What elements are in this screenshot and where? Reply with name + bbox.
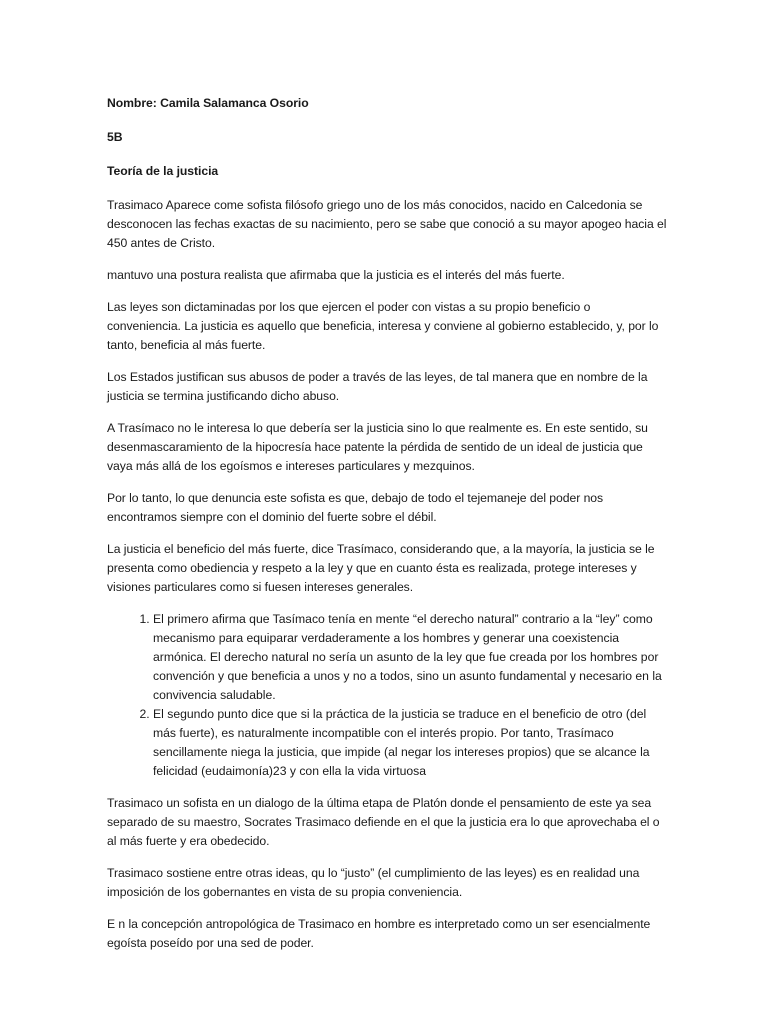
paragraph-4: Los Estados justifican sus abusos de poder a través de las leyes, de tal manera que en nombre de la justicia se termina justificando dicho abuso. <box>107 370 648 403</box>
student-name: Nombre: Camila Salamanca Osorio <box>107 96 309 110</box>
paragraph-1: Trasimaco Aparece come sofista filósofo griego uno de los más conocidos, nacido en Calcedonia se desconocen las fechas exactas de su nacimiento, pero se sabe que conoció a su mayor apogeo hacia el 450 antes de Cristo. <box>107 198 667 250</box>
list-item-2: 2. El segundo punto dice que si la práctica de la justicia se traduce en el beneficio de otro (del más fuerte), es naturalmente incompatible con el interés propio. Por tanto, Trasímaco sencillamente niega la justicia, que impide (al negar los intereses propios) que se alcance la felicidad (eudaimonía)23 y con ella la vida virtuosa <box>153 705 667 781</box>
closing-paragraph-1: Trasimaco un sofista en un dialogo de la última etapa de Platón donde el pensamiento de este ya sea separado de su maestro, Socrates Trasimaco defiende en el que la justicia era lo que aprovechaba el o al más fuerte y era obedecido. <box>107 796 660 848</box>
closing-paragraph-2: Trasimaco sostiene entre otras ideas, qu lo “justo” (el cumplimiento de las leyes) es en realidad una imposición de los gobernantes en vista de su propia conveniencia. <box>107 866 640 899</box>
document-title: Teoría de la justicia <box>107 164 219 178</box>
paragraph-2: mantuvo una postura realista que afirmaba que la justicia es el interés del más fuerte. <box>107 268 565 282</box>
student-grade: 5B <box>107 130 123 144</box>
paragraph-5: A Trasímaco no le interesa lo que debería ser la justicia sino lo que realmente es. En este sentido, su desenmascaramiento de la hipocresía hace patente la pérdida de sentido de un ideal de justicia que vaya más allá de los egoísmos e intereses particulares y mezquinos. <box>107 421 648 473</box>
numbered-list <box>107 610 667 781</box>
closing-paragraph-3: E n la concepción antropológica de Trasimaco en hombre es interpretado como un ser esencialmente egoísta poseído por una sed de poder. <box>107 917 651 950</box>
paragraph-7: La justicia el beneficio del más fuerte, dice Trasímaco, considerando que, a la mayoría, la justicia se le presenta como obediencia y respeto a la ley y que en cuanto ésta es realizada, protege intereses y visiones particulares como si fuesen intereses generales. <box>107 542 655 594</box>
document-page <box>107 94 667 966</box>
list-item-1: 1. El primero afirma que Tasímaco tenía en mente “el derecho natural” contrario a la “ley” como mecanismo para equiparar verdaderamente a los hombres y generar una coexistencia armónica. El derecho natural no sería un asunto de la ley que fue creada por los hombres por convención y que beneficia a unos y no a todos, sino un asunto fundamental y necesario en la convivencia saludable. <box>153 610 667 705</box>
paragraph-6: Por lo tanto, lo que denuncia este sofista es que, debajo de todo el tejemaneje del poder nos encontramos siempre con el dominio del fuerte sobre el débil. <box>107 491 604 524</box>
paragraph-3: Las leyes son dictaminadas por los que ejercen el poder con vistas a su propio beneficio o conveniencia. La justicia es aquello que beneficia, interesa y conviene al gobierno establecido, y, por lo tanto, beneficia al más fuerte. <box>107 300 659 352</box>
